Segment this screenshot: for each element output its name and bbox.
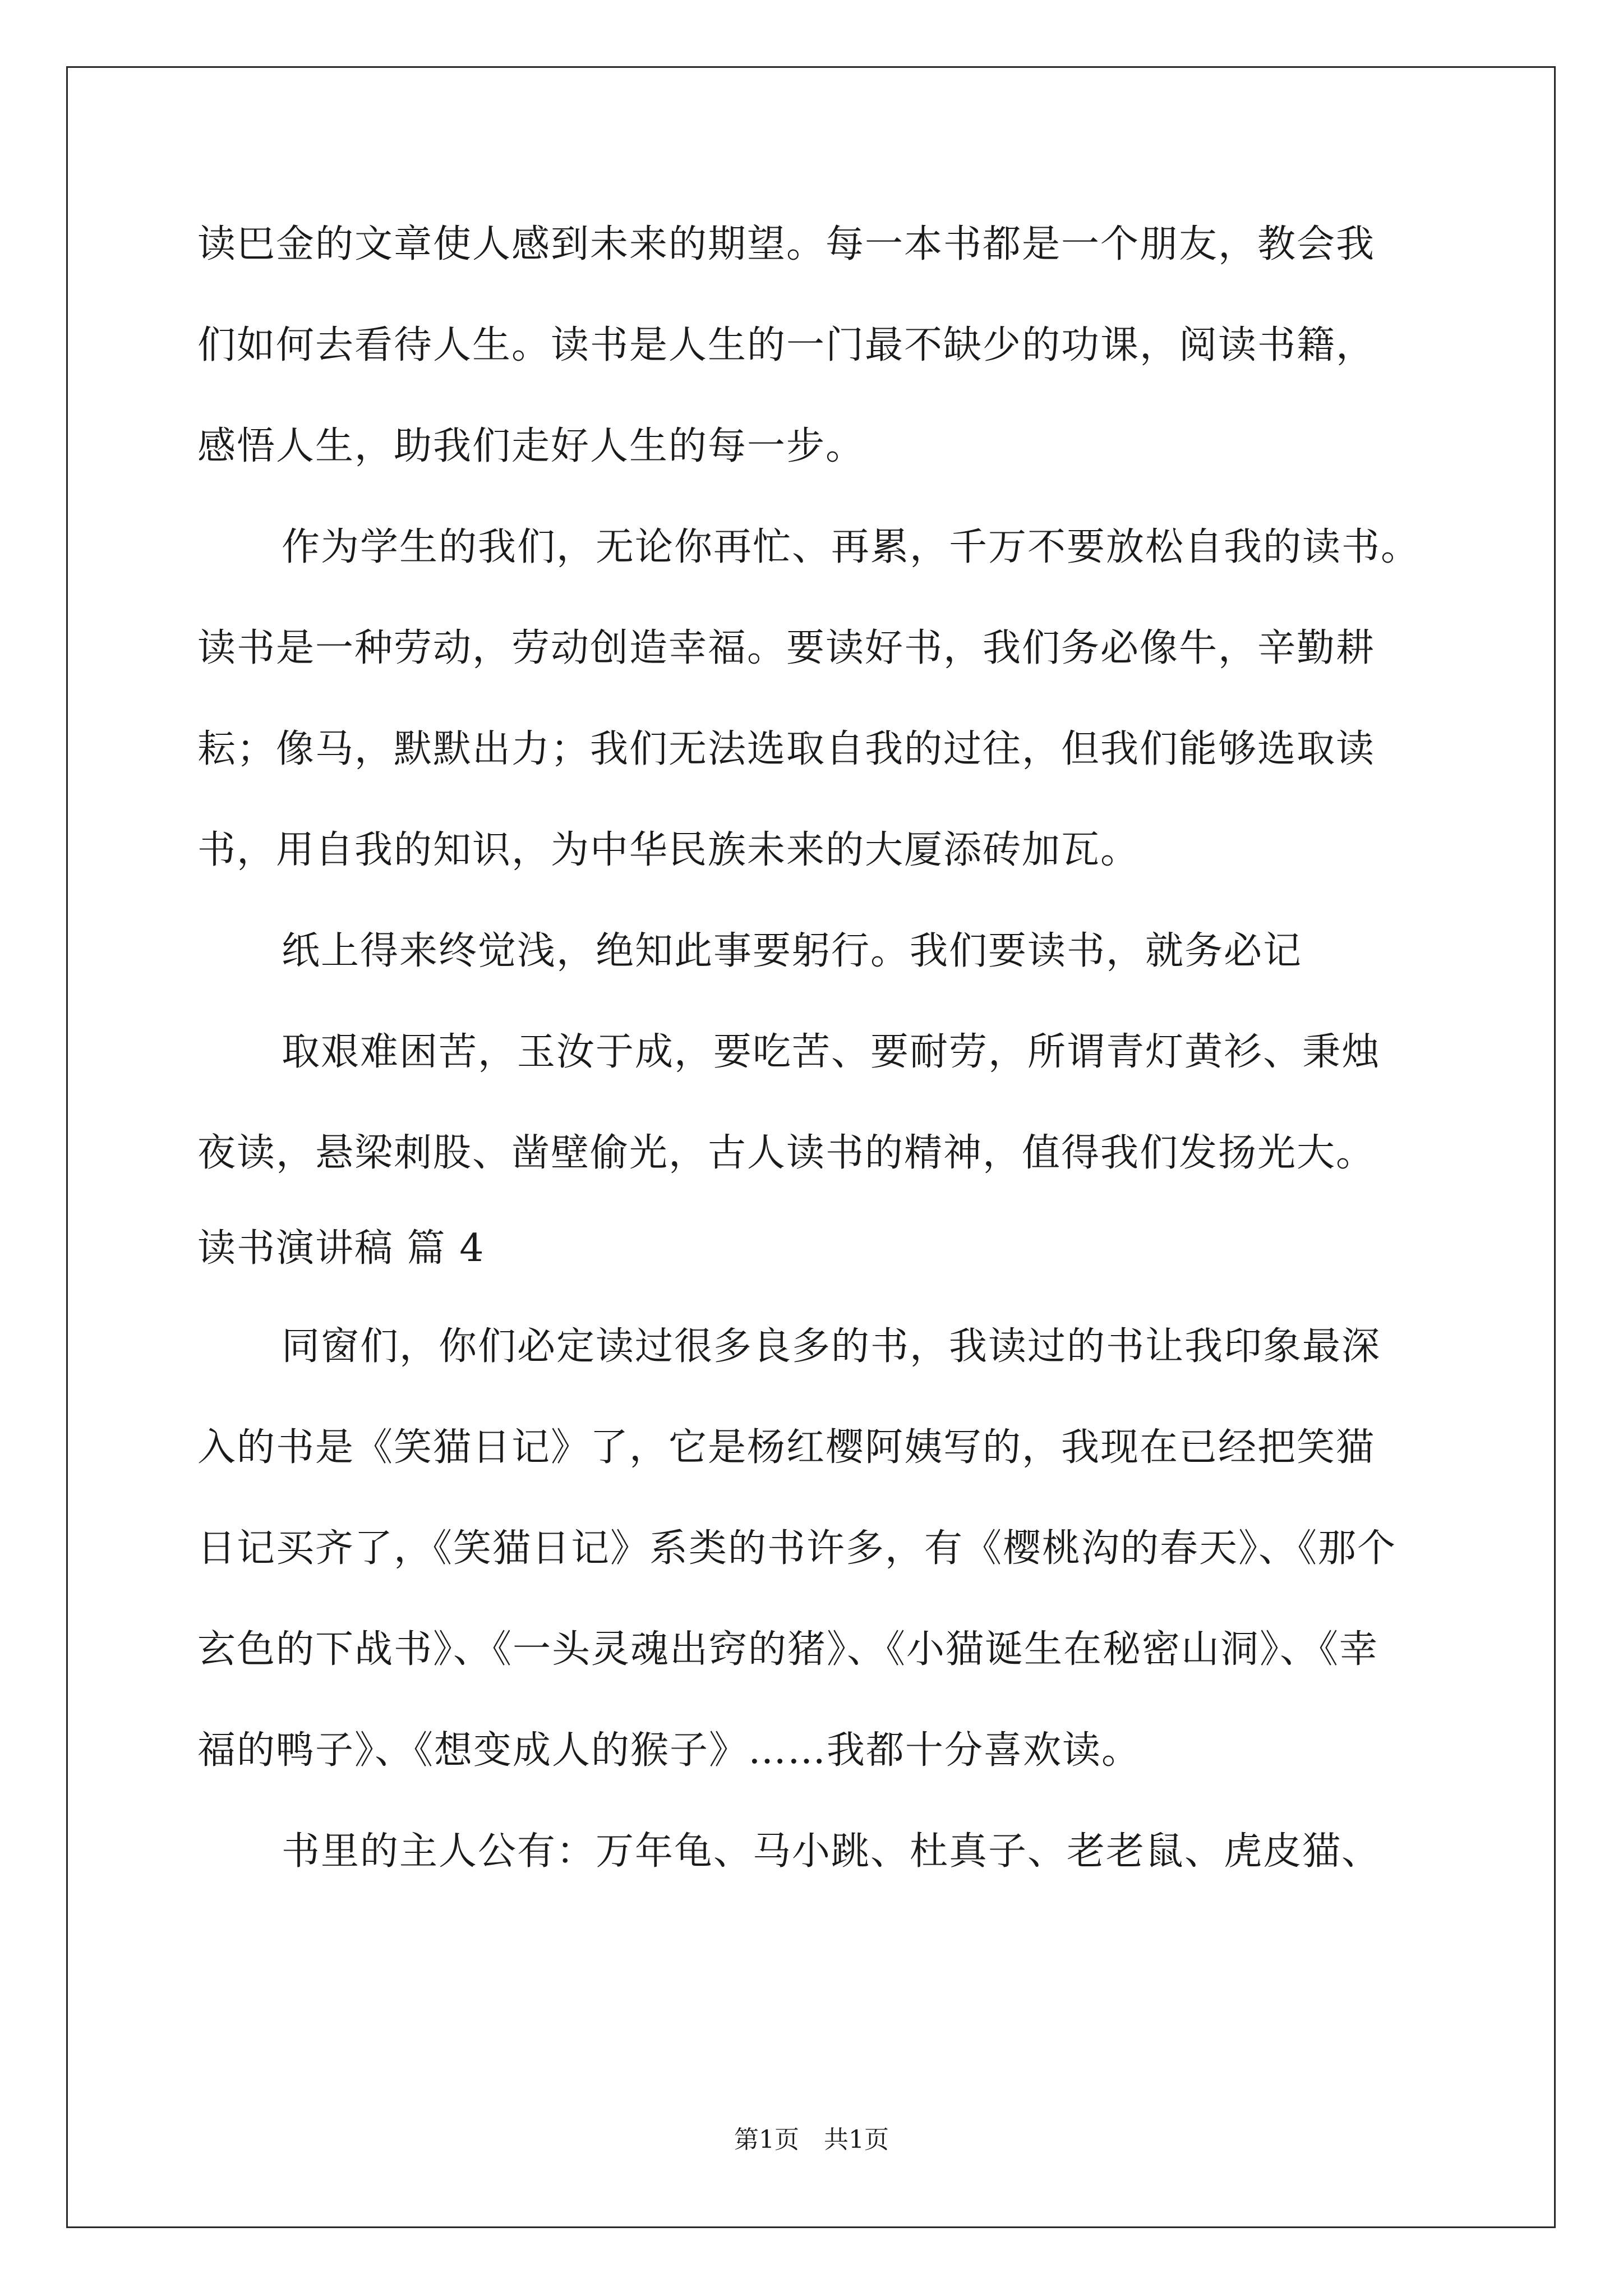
- text-line-14: 日记买齐了，《笑猫日记》系类的书许多，有《樱桃沟的春天》、《那个: [197, 1526, 1397, 1571]
- text-line-7: 书，用自我的知识，为中华民族未来的大厦添砖加瓦。: [197, 828, 1140, 872]
- text-line-15: 玄色的下战书》、《一头灵魂出窍的猪》、《小猫诞生在秘密山洞》、《幸: [197, 1627, 1379, 1672]
- page-total: 共1页: [824, 2125, 889, 2154]
- text-line-12: 同窗们，你们必定读过很多良多的书，我读过的书让我印象最深: [282, 1324, 1381, 1369]
- text-line-2: 们如何去看待人生。读书是人生的一门最不缺少的功课，阅读书籍，: [197, 323, 1376, 367]
- section-heading: 读书演讲稿 篇 4: [197, 1226, 485, 1271]
- text-line-9: 取艰难困苦，玉汝于成，要吃苦、要耐劳，所谓青灯黄衫、秉烛: [282, 1030, 1381, 1074]
- text-line-5: 读书是一种劳动，劳动创造幸福。要读好书，我们务必像牛，辛勤耕: [197, 626, 1376, 670]
- text-line-6: 耘；像马，默默出力；我们无法选取自我的过往，但我们能够选取读: [197, 727, 1376, 771]
- text-line-13: 入的书是《笑猫日记》了，它是杨红樱阿姨写的，我现在已经把笑猫: [197, 1425, 1376, 1470]
- text-line-8: 纸上得来终觉浅，绝知此事要躬行。我们要读书，就务必记: [282, 929, 1303, 973]
- page-number: 第1页: [734, 2125, 799, 2154]
- text-line-1: 读巴金的文章使人感到未来的期望。每一本书都是一个朋友，教会我: [197, 222, 1376, 266]
- text-line-4: 作为学生的我们，无论你再忙、再累，千万不要放松自我的读书。: [282, 525, 1421, 569]
- text-line-17: 书里的主人公有：万年龟、马小跳、杜真子、老老鼠、虎皮猫、: [282, 1829, 1381, 1874]
- text-line-16: 福的鸭子》、《想变成人的猴子》……我都十分喜欢读。: [197, 1728, 1141, 1773]
- text-line-3: 感悟人生，助我们走好人生的每一步。: [197, 424, 865, 468]
- page-footer: [0, 2123, 1623, 2157]
- text-line-10: 夜读，悬梁刺股、凿壁偷光，古人读书的精神，值得我们发扬光大。: [197, 1131, 1376, 1175]
